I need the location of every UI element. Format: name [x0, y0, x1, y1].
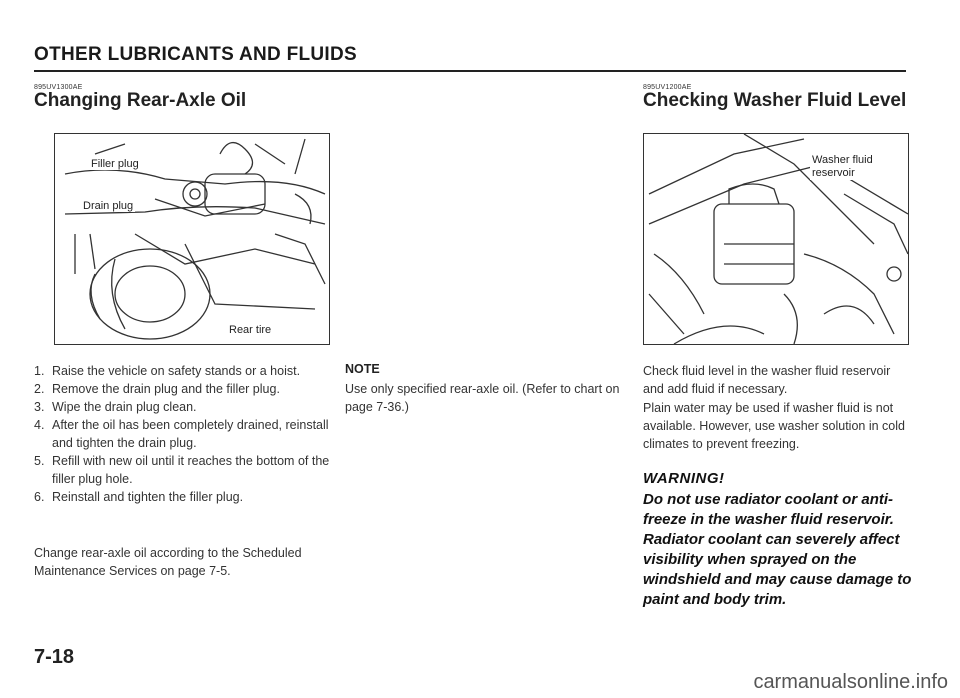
header-rule [34, 70, 906, 72]
drain-plug-label: Drain plug [83, 200, 134, 212]
rear-tire-label: Rear tire [229, 324, 272, 336]
note-text: Use only specified rear-axle oil. (Refer to chart on page 7-36.) [345, 382, 620, 414]
step-item: 1. Raise the vehicle on safety stands or a hoist. [34, 364, 301, 378]
step-item: 4. After the oil has been completely drained, reinstall and tighten the drain plug. [34, 418, 329, 450]
page-number: 7-18 [34, 646, 75, 668]
filler-plug-label: Filler plug [91, 158, 139, 170]
washer-reservoir-figure [643, 133, 909, 345]
plain-water-text: Plain water may be used if washer fluid is not available. However, use washer solution in cold climates to prevent freezing. [643, 401, 905, 451]
warning-title: WARNING! [643, 470, 725, 487]
left-section-title: Changing Rear-Axle Oil [34, 90, 247, 111]
warning-text: Do not use radiator coolant or anti-freeze in the washer fluid reservoir. Radiator coolant can severely affect visibility when sprayed on the windshield and may cause damage to paint and body trim. [643, 491, 912, 608]
section-header: OTHER LUBRICANTS AND FLUIDS [34, 44, 357, 65]
note-title: NOTE [345, 362, 380, 376]
step-item: 5. Refill with new oil until it reaches the bottom of the filler plug hole. [34, 454, 330, 486]
check-fluid-text: Check fluid level in the washer fluid reservoir and add fluid if necessary. [643, 364, 891, 396]
change-schedule-text: Change rear-axle oil according to the Scheduled Maintenance Services on page 7-5. [34, 546, 302, 578]
site-footer: carmanualsonline.info [753, 671, 948, 693]
rear-axle-figure [54, 133, 330, 345]
step-item: 2. Remove the drain plug and the filler plug. [34, 382, 280, 396]
right-section-title: Checking Washer Fluid Level [643, 90, 907, 111]
step-item: 6. Reinstall and tighten the filler plug. [34, 490, 244, 504]
washer-fluid-reservoir-label: Washer fluid reservoir [810, 154, 904, 180]
left-section-code: 895UV1300AE [34, 84, 83, 91]
step-item: 3. Wipe the drain plug clean. [34, 400, 197, 414]
left-steps [34, 362, 334, 506]
right-section-code: 895UV1200AE [643, 84, 692, 91]
